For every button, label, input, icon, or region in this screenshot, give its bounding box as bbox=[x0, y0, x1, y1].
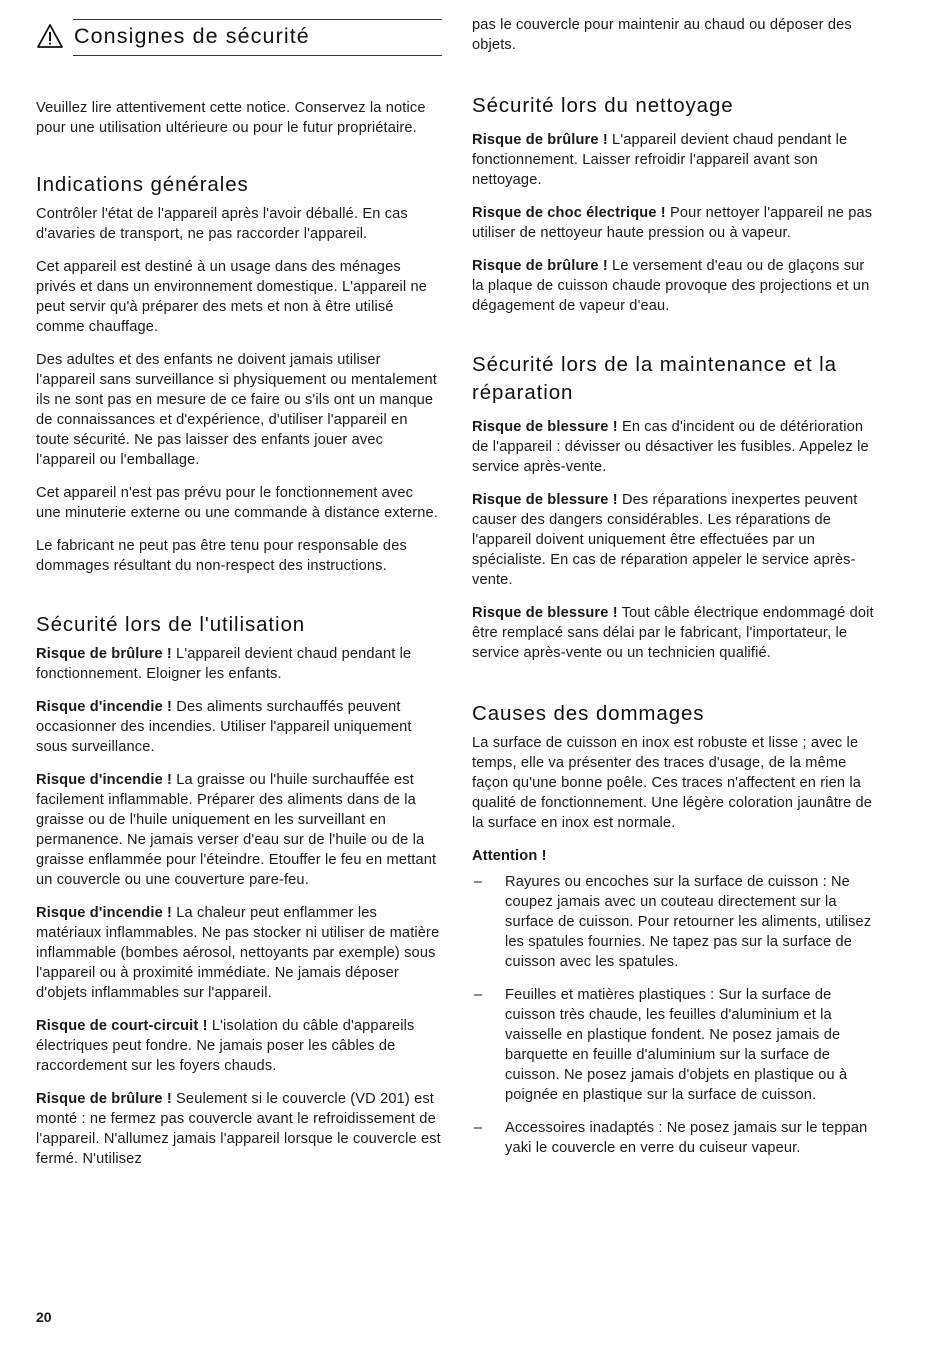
heading-general: Indications générales bbox=[36, 173, 249, 196]
heading-damage: Causes des dommages bbox=[472, 702, 705, 725]
risk-label: Risque d'incendie ! bbox=[36, 905, 173, 921]
use-item: Risque de brûlure ! L'appareil devient chaud pendant le fonctionnement. Eloigner les enfants. bbox=[36, 646, 412, 682]
page-number: 20 bbox=[36, 1309, 52, 1325]
dash-bullet: – bbox=[474, 874, 483, 890]
risk-label: Risque de brûlure ! bbox=[472, 258, 608, 274]
risk-label: Risque de brûlure ! bbox=[36, 646, 172, 662]
use-item: Risque d'incendie ! Des aliments surchauffés peuvent occasionner des incendies. Utiliser l'appareil uniquement sous surveillance. bbox=[36, 699, 412, 755]
general-paragraph: Le fabricant ne peut pas être tenu pour responsable des dommages résultant du non-respect des instructions. bbox=[36, 538, 407, 574]
warning-triangle-icon bbox=[36, 23, 64, 49]
general-paragraph: Des adultes et des enfants ne doivent jamais utiliser l'appareil sans surveillance si physiquement ou mentalement ils ne sont pas en mesure de ce faire ou s'ils ont un manque de connaissances et d'expérience, d'utiliser l'appareil en toute sécurité. Ne pas laisser des enfants jouer avec l'appareil ou l'emballage. bbox=[36, 352, 438, 468]
list-item: – Accessoires inadaptés : Ne posez jamais sur le teppan yaki le couvercle en verre du cuiseur vapeur. bbox=[474, 1120, 868, 1156]
risk-label: Risque de blessure ! bbox=[472, 419, 618, 435]
heading-cleaning: Sécurité lors du nettoyage bbox=[472, 94, 734, 117]
use-item: Risque d'incendie ! La chaleur peut enflammer les matériaux inflammables. Ne pas stocker ni utiliser de matière inflammable (bombes aérosol, nettoyants par exemple) sous l'appareil ou à proximité immédiate. Ne jamais déposer d'objets inflammables sur l'appareil. bbox=[36, 905, 440, 1001]
intro-paragraph: Veuillez lire attentivement cette notice. Conservez la notice pour une utilisation ultérieure ou pour le futur propriétaire. bbox=[36, 100, 426, 136]
right-column bbox=[472, 0, 880, 1158]
continued-paragraph: pas le couvercle pour maintenir au chaud ou déposer des objets. bbox=[472, 17, 852, 53]
risk-label: Risque d'incendie ! bbox=[36, 772, 173, 788]
risk-label: Risque de blessure ! bbox=[472, 492, 618, 508]
heading-use: Sécurité lors de l'utilisation bbox=[36, 613, 306, 636]
use-item: Risque d'incendie ! La graisse ou l'huile surchauffée est facilement inflammable. Préparer des aliments dans de la graisse ou de l'huile uniquement en les surveillant en permanence. Ne jamais verser d'eau sur de l'huile ou de la graisse enflammée pour l'éteindre. Etouffer le feu en mettant un couvercle ou une couverture pare-feu. bbox=[36, 772, 437, 888]
page-title: Consignes de sécurité bbox=[74, 23, 310, 48]
cleaning-item: Risque de brûlure ! L'appareil devient chaud pendant le fonctionnement. Laisser refroidir l'appareil avant son nettoyage. bbox=[472, 132, 848, 188]
dash-bullet: – bbox=[474, 1120, 483, 1136]
risk-label: Risque de choc électrique ! bbox=[472, 205, 666, 221]
heading-maintenance: Sécurité lors de la maintenance et la réparation bbox=[472, 353, 837, 404]
general-paragraph: Contrôler l'état de l'appareil après l'avoir déballé. En cas d'avaries de transport, ne pas raccorder l'appareil. bbox=[36, 206, 408, 242]
risk-label: Risque de brûlure ! bbox=[472, 132, 608, 148]
risk-label: Risque de court-circuit ! bbox=[36, 1018, 208, 1034]
use-item: Risque de brûlure ! Seulement si le couvercle (VD 201) est monté : ne fermez pas couvercle avant le refroidissement de l'appareil. N'allumez jamais l'appareil lorsque le couvercle est fermé. N'utilisez bbox=[36, 1091, 441, 1167]
risk-label: Risque de blessure ! bbox=[472, 605, 618, 621]
maintenance-item: Risque de blessure ! Tout câble électrique endommagé doit être remplacé sans délai par le fabricant, l'importateur, le service après-vente ou un technicien qualifié. bbox=[472, 605, 874, 661]
risk-label: Risque d'incendie ! bbox=[36, 699, 173, 715]
risk-label: Risque de brûlure ! bbox=[36, 1091, 172, 1107]
cleaning-item: Risque de brûlure ! Le versement d'eau ou de glaçons sur la plaque de cuisson chaude provoque des projections et un dégagement de vapeur d'eau. bbox=[472, 258, 870, 314]
damage-list bbox=[472, 872, 880, 1158]
list-item: – Rayures ou encoches sur la surface de cuisson : Ne coupez jamais avec un couteau directement sur la surface de cuisson. Pour retourner les aliments, utilisez les spatules fournies. Ne tapez pas sur la surface de cuisson avec les spatules. bbox=[474, 874, 872, 970]
section-title-block bbox=[36, 19, 442, 56]
maintenance-item: Risque de blessure ! Des réparations inexpertes peuvent causer des dangers considérables. Les réparations de l'appareil doivent uniquement être effectuées par un spécialiste. En cas de réparation appeler le service après-vente. bbox=[472, 492, 858, 588]
attention-label: Attention ! bbox=[472, 848, 547, 864]
cleaning-item: Risque de choc électrique ! Pour nettoyer l'appareil ne pas utiliser de nettoyeur haute pression ou à vapeur. bbox=[472, 205, 873, 241]
general-paragraph: Cet appareil est destiné à un usage dans des ménages privés et dans un environnement domestique. L'appareil ne peut servir qu'à préparer des mets et non à être utilisé comme chauffage. bbox=[36, 259, 428, 335]
dash-bullet: – bbox=[474, 987, 483, 1003]
use-item: Risque de court-circuit ! L'isolation du câble d'appareils électriques peut fondre. Ne jamais poser les câbles de raccordement sur les foyers chauds. bbox=[36, 1018, 415, 1074]
maintenance-item: Risque de blessure ! En cas d'incident ou de détérioration de l'appareil : dévisser ou désactiver les fusibles. Appelez le service après-vente. bbox=[472, 419, 869, 475]
left-column bbox=[36, 0, 442, 1169]
general-paragraph: Cet appareil n'est pas prévu pour le fonctionnement avec une minuterie externe ou une commande à distance externe. bbox=[36, 485, 439, 521]
list-item: – Feuilles et matières plastiques : Sur la surface de cuisson très chaude, les feuilles d'aluminium et la vaisselle en plastique fondent. Ne posez jamais de barquette en feuille d'aluminium sur la surface de cuisson. Ne posez jamais d'objets en plastique ou à poignée en plastique sur la surface de cuisson. bbox=[474, 987, 848, 1103]
damage-paragraph: La surface de cuisson en inox est robuste et lisse ; avec le temps, elle va présenter des traces d'usage, de la même façon qu'une bonne poêle. Ces traces n'affectent en rien la qualité de fonctionnement. Une légère coloration jaunâtre de la surface en inox est normale. bbox=[472, 735, 873, 831]
